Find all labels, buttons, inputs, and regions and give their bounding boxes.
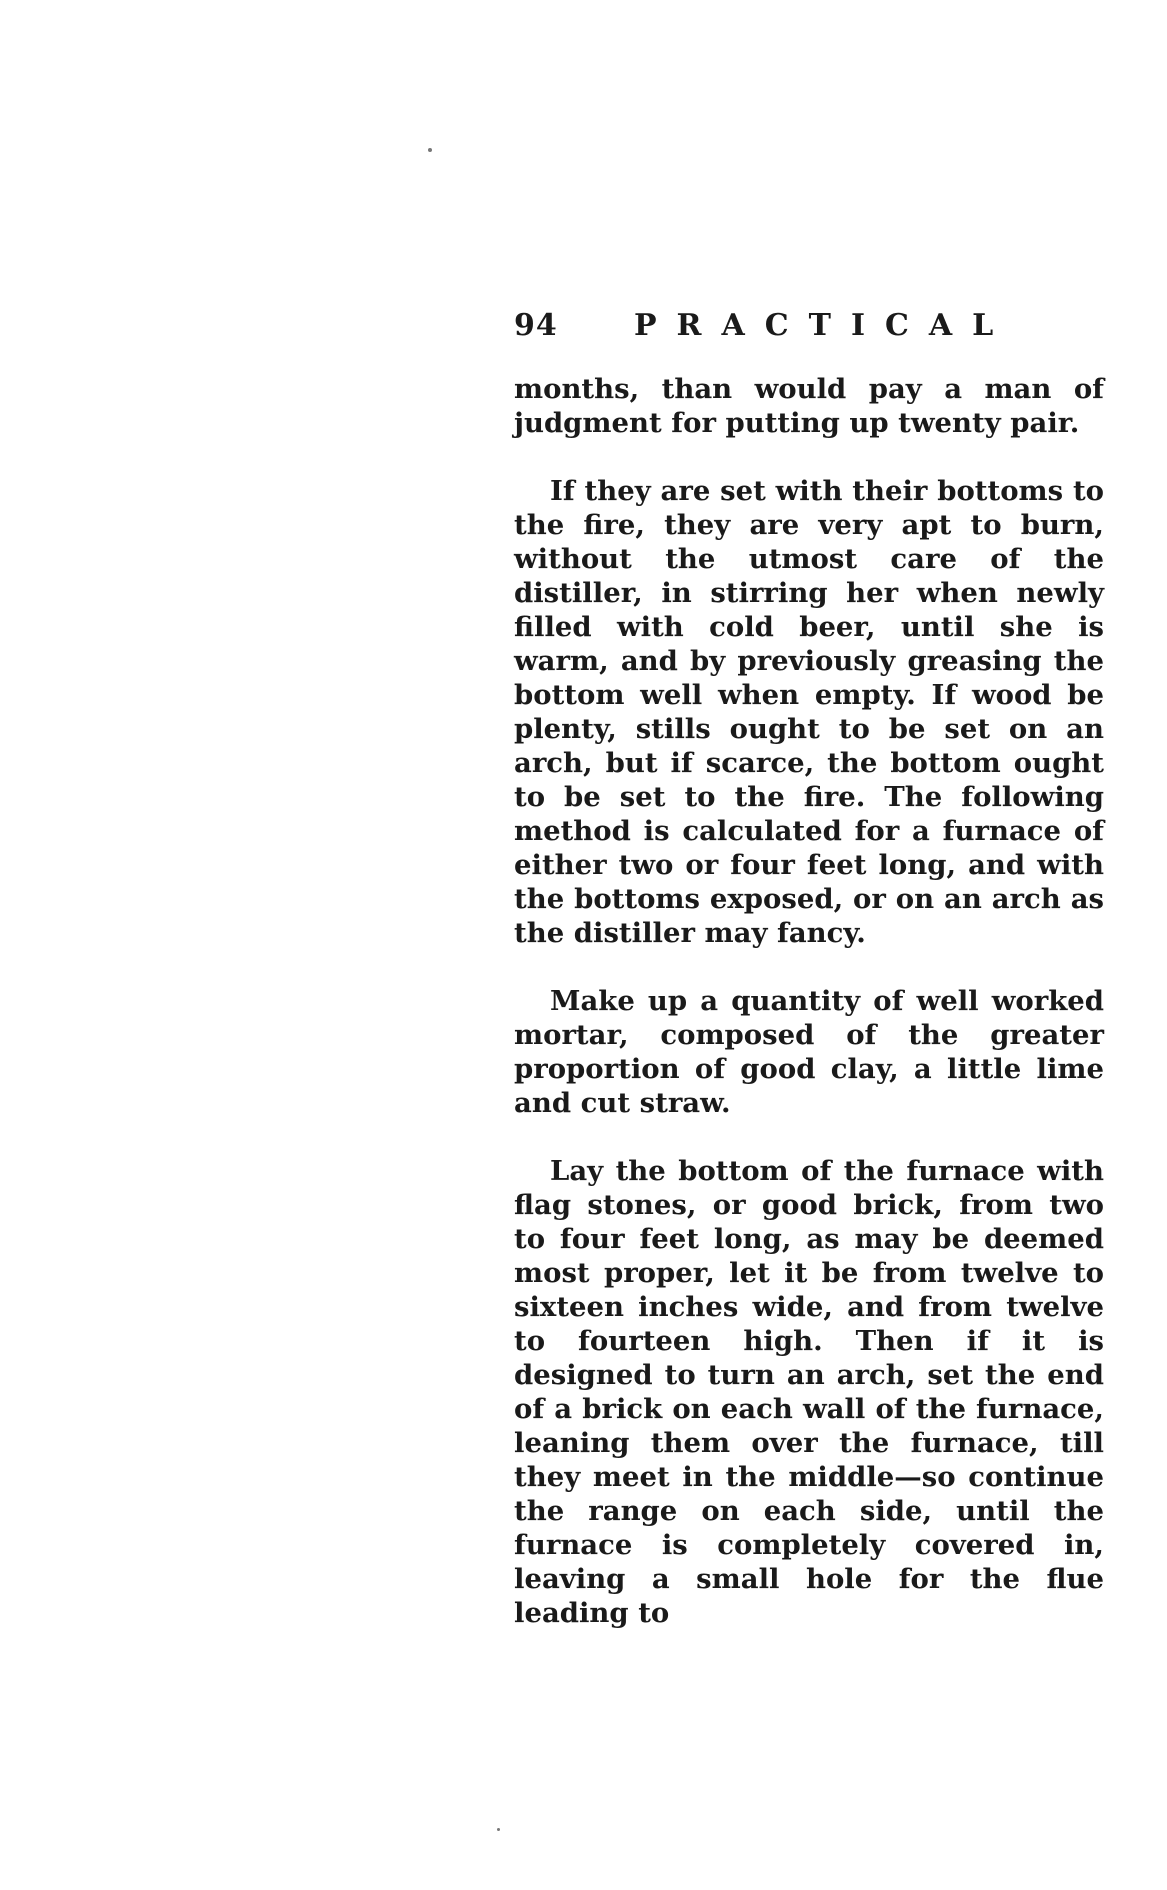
paper-speck [428,148,432,152]
page-number: 94 [514,308,558,343]
page-header [514,308,1104,348]
paragraph: Lay the bottom of the furnace with flag stones, or good brick, from two to four feet long, as may be deemed most proper, let it be from twelve to sixteen inches wide, and from twelve to fourteen high. Then if it is designed to turn an arch, set the end of a brick on each wall of the furnace, leaning them over the furnace, till they meet in the middle—so continue the range on each side, until the furnace is completely covered in, leaving a small hole for the flue leading to [514,1155,1104,1629]
paragraph: If they are set with their bottoms to the fire, they are very apt to burn, without the utmost care of the distiller, in stirring her when newly filled with cold beer, until she is warm, and by previously greasing the bottom well when empty. If wood be plenty, stills ought to be set on an arch, but if scarce, the bottom ought to be set to the fire. The following method is calculated for a furnace of either two or four feet long, and with the bottoms exposed, or on an arch as the distiller may fancy. [514,475,1104,949]
paragraph: months, than would pay a man of judgment for putting up twenty pair. [514,373,1104,439]
paper-speck [497,1828,500,1831]
paragraph: Make up a quantity of well worked mortar, composed of the greater proportion of good clay, a little lime and cut straw. [514,985,1104,1119]
running-head: PRACTICAL [634,308,1014,343]
body-text [514,372,1104,1630]
